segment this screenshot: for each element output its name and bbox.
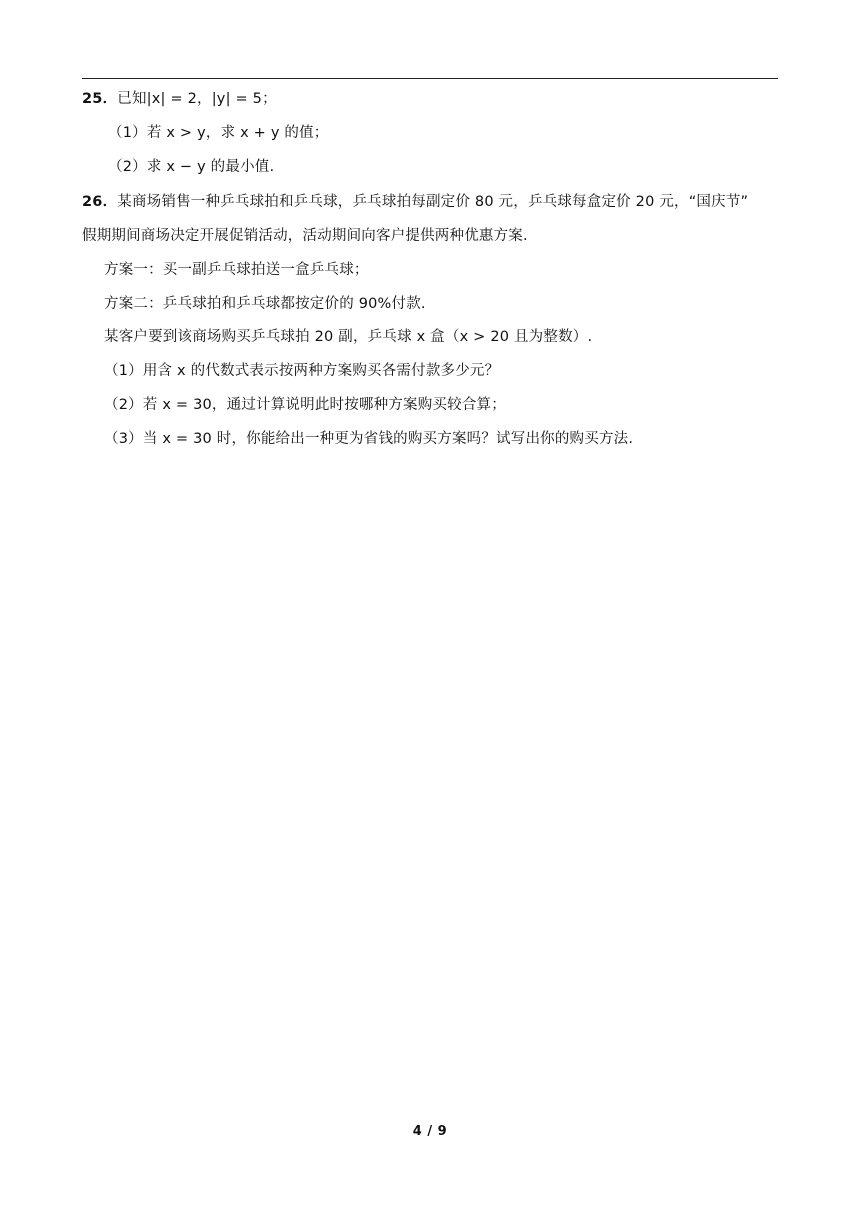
header-rule	[82, 78, 778, 79]
question-26-stem	[82, 192, 748, 212]
question-26-plan-2: 方案二：乒乓球拍和乒乓球都按定价的 90%付款.	[104, 296, 426, 312]
question-25-stem-text: 已知|x| = 2，|y| = 5；	[117, 91, 277, 107]
question-26-plan-1: 方案一：买一副乒乓球拍送一盒乒乓球；	[104, 262, 369, 278]
question-26-stem-line-1: 某商场销售一种乒乓球拍和乒乓球，乒乓球拍每副定价 80 元，乒乓球每盒定价 20 元，“国庆节”	[117, 194, 749, 210]
question-25-part-1: （1）若 x > y，求 x + y 的值；	[108, 125, 329, 141]
question-26-part-2: （2）若 x = 30，通过计算说明此时按哪种方案购买较合算；	[104, 397, 506, 413]
question-25-number: 25．	[82, 91, 118, 107]
question-25-stem	[82, 89, 277, 109]
page-number: 4 / 9	[412, 1124, 448, 1139]
question-26-part-1: （1）用含 x 的代数式表示按两种方案购买各需付款多少元？	[104, 363, 500, 379]
question-25-part-2: （2）求 x − y 的最小值.	[108, 159, 275, 175]
question-26-stem-line-2: 假期期间商场决定开展促销活动，活动期间向客户提供两种优惠方案.	[82, 228, 528, 244]
question-26-part-3: （3）当 x = 30 时，你能给出一种更为省钱的购买方案吗？试写出你的购买方法.	[104, 431, 634, 447]
question-26-condition: 某客户要到该商场购买乒乓球拍 20 副，乒乓球 x 盒（x > 20 且为整数）.	[104, 329, 593, 345]
question-26-number: 26．	[82, 194, 118, 210]
